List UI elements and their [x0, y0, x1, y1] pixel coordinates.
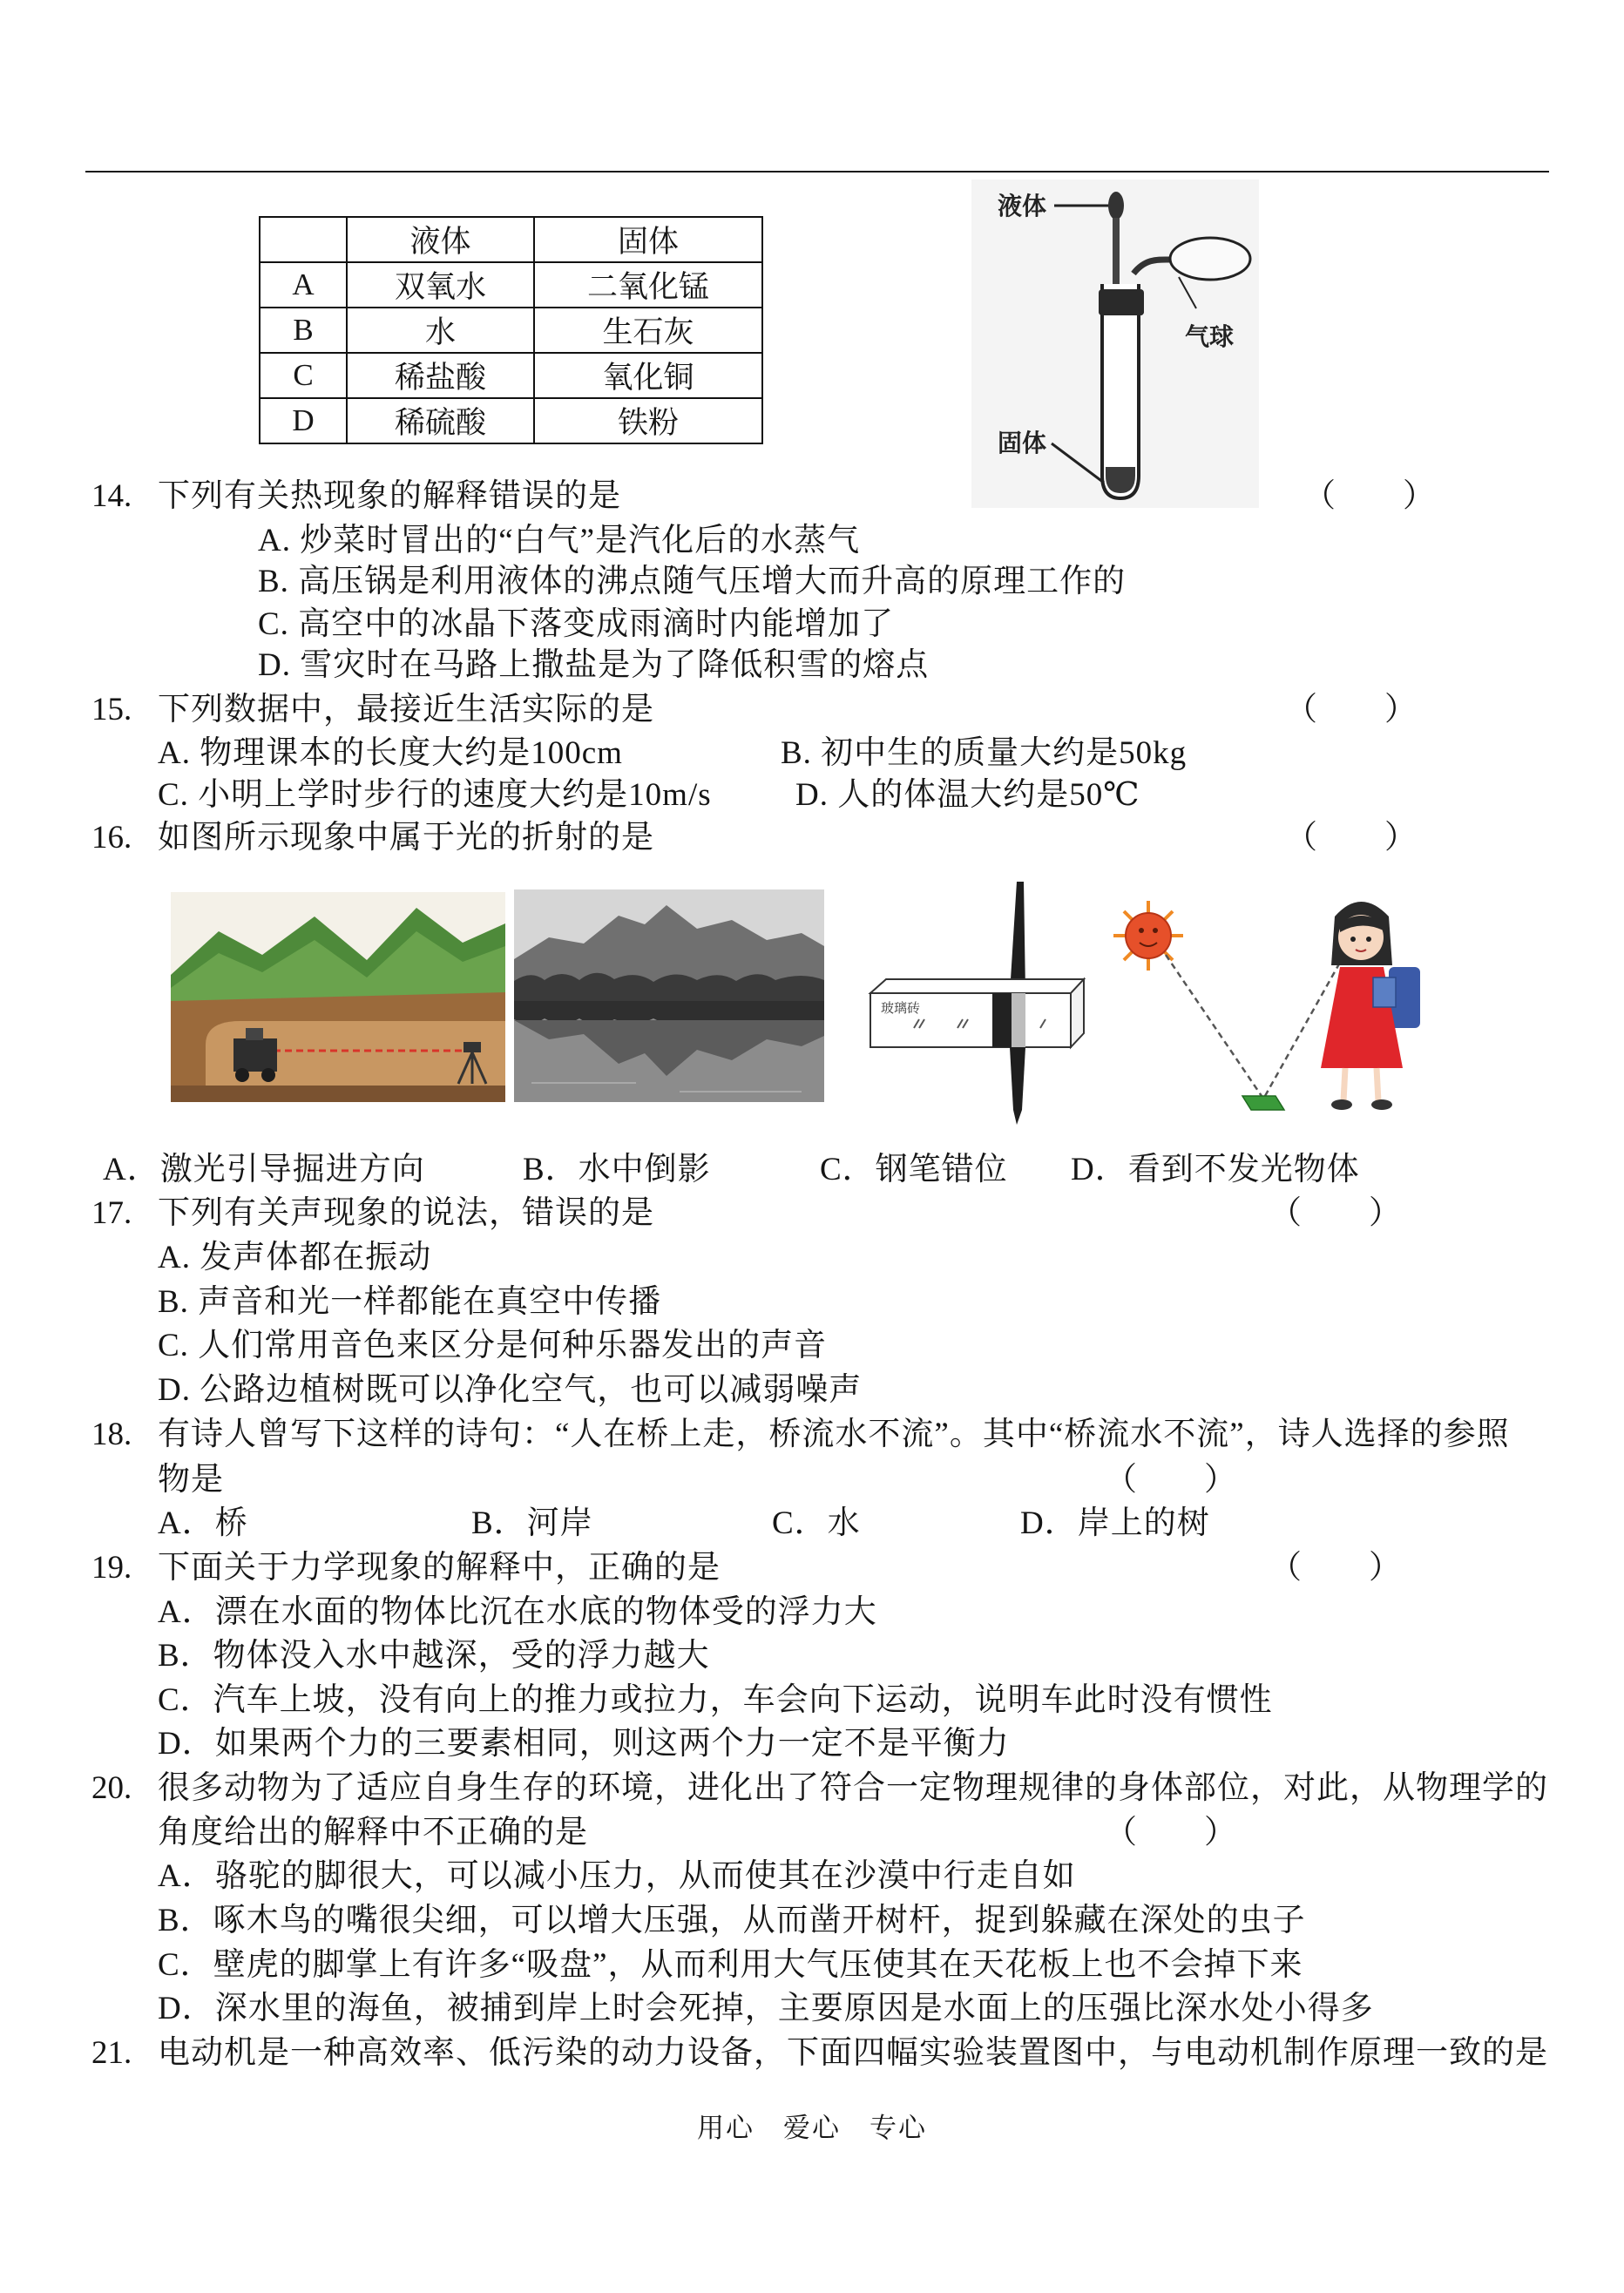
laser-instrument: [464, 1042, 481, 1052]
balloon: [1170, 238, 1250, 280]
q17-stem: 下列有关声现象的说法，错误的是: [158, 1195, 654, 1231]
q18-option-c: C．水: [772, 1505, 861, 1541]
q18-option-b: B．河岸: [471, 1505, 593, 1541]
q14-option-d: D. 雪灾时在马路上撒盐是为了降低积雪的熔点: [258, 647, 930, 683]
table-cell-liquid: 双氧水: [347, 262, 534, 308]
machine-cab: [246, 1028, 263, 1040]
table-cell-liquid: 稀硫酸: [347, 398, 534, 443]
q20-option-a: A．骆驼的脚很大，可以减小压力，从而使其在沙漠中行走自如: [158, 1858, 1076, 1894]
q20-option-c: C．壁虎的脚掌上有许多“吸盘”，从而利用大气压使其在天花板上也不会掉下来: [158, 1947, 1303, 1983]
q17-option-c: C. 人们常用音色来区分是何种乐器发出的声音: [158, 1328, 828, 1363]
q16-stem: 如图所示现象中属于光的折射的是: [158, 820, 654, 856]
q15-number: 15.: [91, 692, 132, 727]
q14-option-b: B. 高压锅是利用液体的沸点随气压增大而升高的原理工作的: [258, 564, 1127, 599]
q16-caption-a: A．激光引导掘进方向: [103, 1152, 425, 1187]
q17-option-b: B. 声音和光一样都能在真空中传播: [158, 1284, 662, 1320]
sun-icon: [1113, 901, 1183, 971]
q19-option-c: C．汽车上坡，没有向上的推力或拉力，车会向下运动，说明车此时没有惯性: [158, 1682, 1273, 1718]
table-row: [260, 308, 762, 353]
q20-option-b: B．啄木鸟的嘴很尖细，可以增大压强，从而凿开树杆，捉到躲藏在深处的虫子: [158, 1903, 1306, 1938]
q16-number: 16.: [91, 820, 132, 856]
glass-top-face: [870, 979, 1084, 993]
table-row: [260, 262, 762, 308]
solid-label: 固体: [998, 430, 1047, 457]
page-footer: 用心 爱心 专心: [697, 2113, 927, 2143]
q15-answer-bracket: （ ）: [1285, 692, 1418, 727]
q15-option-b: B. 初中生的质量大约是50kg: [781, 735, 1188, 771]
reagent-table: [259, 216, 763, 444]
q14-option-c: C. 高空中的冰晶下落变成雨滴时内能增加了: [258, 606, 895, 642]
q14-option-a: A. 炒菜时冒出的“白气”是汽化后的水蒸气: [258, 523, 861, 558]
boring-machine: [233, 1038, 277, 1072]
q17-number: 17.: [91, 1195, 132, 1231]
q17-answer-bracket: （ ）: [1269, 1195, 1402, 1231]
q18-option-a: A．桥: [158, 1505, 248, 1541]
table-cell-option: D: [260, 398, 347, 443]
machine-wheel: [261, 1068, 275, 1082]
table-row: [260, 398, 762, 443]
q21-stem: 电动机是一种高效率、低污染的动力设备，下面四幅实验装置图中，与电动机制作原理一致的是: [158, 2035, 1548, 2071]
table-cell-option: B: [260, 308, 347, 353]
q19-option-b: B．物体没入水中越深，受的浮力越大: [158, 1638, 710, 1674]
tunnel-laser-image: [171, 892, 505, 1102]
table-cell-solid: 氧化铜: [534, 353, 762, 398]
pen-in-glass: [992, 993, 1012, 1047]
table-header-solid: 固体: [534, 217, 762, 262]
table-cell-liquid: 稀盐酸: [347, 353, 534, 398]
solid-in-tube: [1106, 467, 1135, 493]
dropper-bulb: [1108, 192, 1124, 220]
machine-wheel: [235, 1068, 249, 1082]
q14-answer-bracket: （ ）: [1303, 478, 1436, 514]
table-header-row: [260, 217, 762, 262]
glass-brick-label: 玻璃砖: [881, 1001, 921, 1016]
q19-answer-bracket: （ ）: [1269, 1550, 1402, 1586]
q18-answer-bracket: （ ）: [1105, 1462, 1237, 1498]
q15-option-d: D. 人的体温大约是50℃: [795, 777, 1140, 813]
tube-stopper-top: [1099, 289, 1144, 315]
q16-answer-bracket: （ ）: [1285, 820, 1418, 856]
table-cell-solid: 生石灰: [534, 308, 762, 353]
q19-number: 19.: [91, 1550, 132, 1586]
header-rule: [85, 171, 1549, 172]
table-cell-solid: 二氧化锰: [534, 262, 762, 308]
q15-stem: 下列数据中，最接近生活实际的是: [158, 692, 654, 727]
q19-option-d: D．如果两个力的三要素相同，则这两个力一定不是平衡力: [158, 1726, 1010, 1762]
q14-number: 14.: [91, 478, 132, 514]
q17-option-a: A. 发声体都在振动: [158, 1240, 432, 1275]
lake-reflection-image: [514, 889, 824, 1102]
q16-caption-b: B．水中倒影: [523, 1152, 711, 1187]
pen-glass-brick-image: [862, 882, 1090, 1125]
q17-option-d: D. 公路边植树既可以净化空气，也可以减弱噪声: [158, 1372, 863, 1408]
q15-option-a: A. 物理课本的长度大约是100cm: [158, 735, 623, 771]
q18-number: 18.: [91, 1417, 132, 1452]
table-cell-option: A: [260, 262, 347, 308]
tunnel-floor: [171, 1086, 505, 1102]
balloon-label: 气球: [1185, 323, 1235, 350]
test-tube-balloon-figure: [971, 179, 1259, 508]
table-cell-solid: 铁粉: [534, 398, 762, 443]
q20-number: 20.: [91, 1770, 132, 1806]
q19-stem: 下面关于力学现象的解释中，正确的是: [158, 1550, 721, 1586]
test-tube: [1102, 284, 1139, 498]
table-corner-cell: [260, 217, 347, 262]
table-row: [260, 353, 762, 398]
q16-caption-c: C．钢笔错位: [820, 1152, 1008, 1187]
q18-stem: 有诗人曾写下这样的诗句：“人在桥上走，桥流水不流”。其中“桥流水不流”，诗人选择的参照: [158, 1417, 1510, 1452]
table-cell-option: C: [260, 353, 347, 398]
q20-stem: 很多动物为了适应自身生存的环境，进化出了符合一定物理规律的身体部位，对此，从物理学的: [158, 1770, 1548, 1806]
q20-option-d: D．深水里的海鱼，被捕到岸上时会死掉，主要原因是水面上的压强比深水处小得多: [158, 1991, 1374, 2026]
q15-option-c: C. 小明上学时步行的速度大约是10m/s: [158, 777, 712, 813]
q19-option-a: A．漂在水面的物体比沉在水底的物体受的浮力大: [158, 1594, 877, 1630]
q16-caption-d: D．看到不发光物体: [1071, 1152, 1360, 1187]
q18-stem-continued: 物是: [158, 1462, 224, 1498]
q14-stem: 下列有关热现象的解释错误的是: [158, 478, 621, 514]
pen-shadow: [1012, 993, 1025, 1047]
table-cell-liquid: 水: [347, 308, 534, 353]
q21-number: 21.: [91, 2035, 132, 2071]
table-header-liquid: 液体: [347, 217, 534, 262]
liquid-label: 液体: [998, 193, 1047, 220]
q18-option-d: D．岸上的树: [1020, 1505, 1210, 1541]
girl-reading-image: [1112, 882, 1436, 1125]
q20-answer-bracket: （ ）: [1105, 1815, 1237, 1850]
q20-stem-continued: 角度给出的解释中不正确的是: [158, 1815, 588, 1850]
